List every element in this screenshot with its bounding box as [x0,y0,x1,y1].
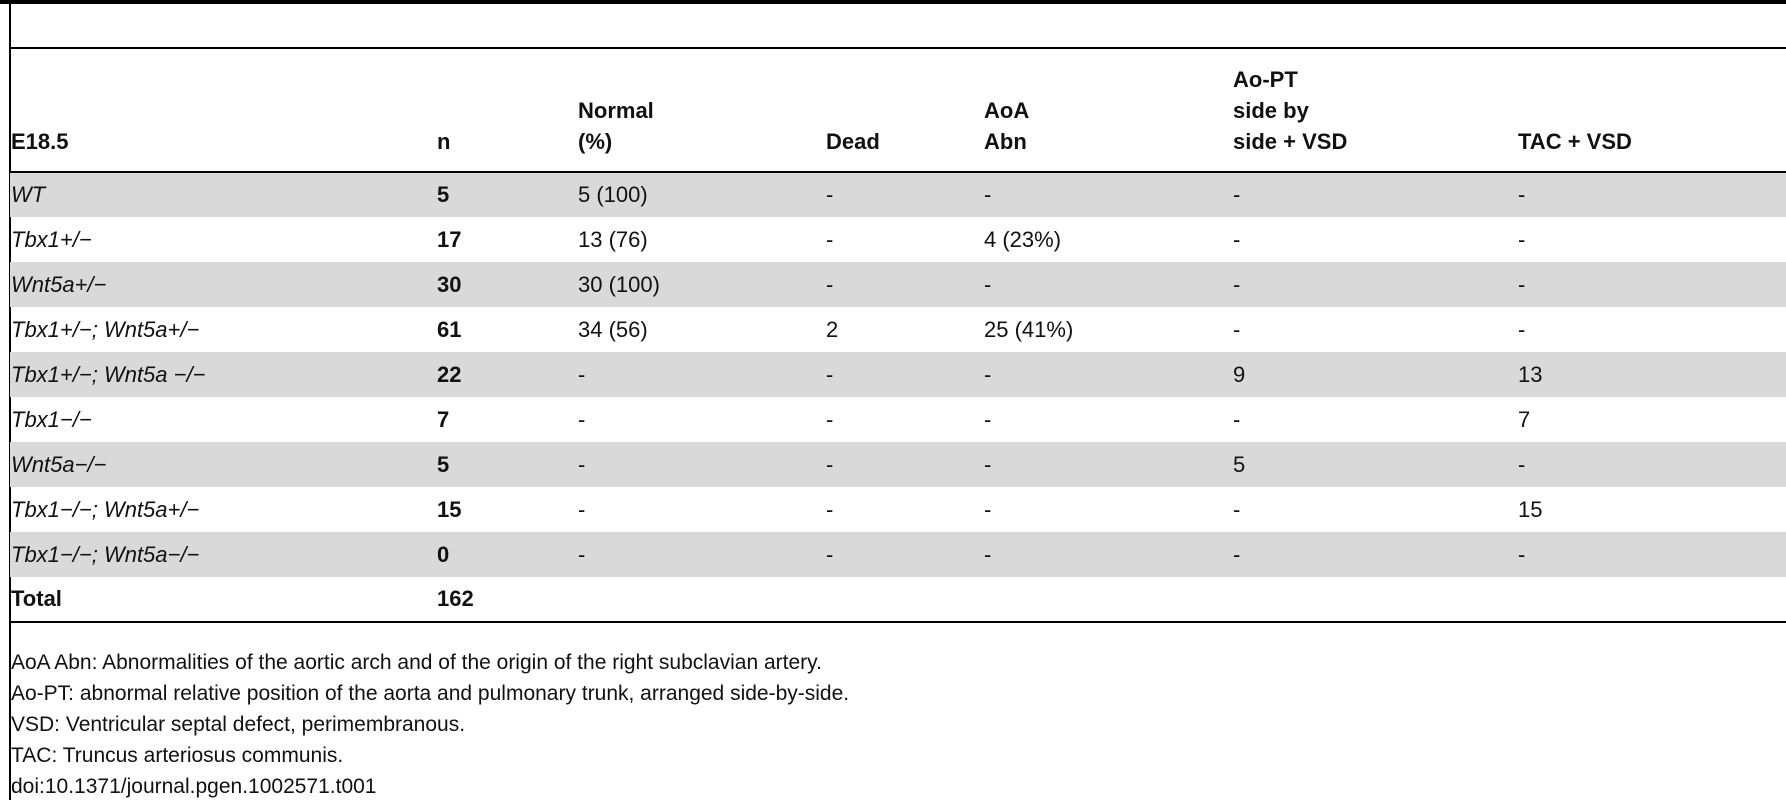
header-n-label: n [437,129,451,154]
genotype-cell: Tbx1−/−; Wnt5a−/− [10,532,436,577]
dead-cell: 2 [826,316,839,342]
dead-cell: - [825,532,983,577]
normal-cell: - [578,496,586,522]
top-border-rule [0,0,1786,4]
empty-cell [1517,577,1786,622]
dead-cell: - [825,352,983,397]
genotype-cell: Tbx1−/− [11,406,92,432]
header-normal-line2: (%) [578,129,613,154]
normal-cell: - [577,442,825,487]
aopt-cell: - [1233,496,1241,522]
header-aopt-line3: side + VSD [1233,129,1348,154]
aoa-cell: 4 (23%) [984,226,1062,252]
normal-cell: - [577,352,825,397]
header-aoa-line2: Abn [984,129,1027,154]
table-body [10,172,1786,622]
aopt-cell: - [1232,262,1517,307]
table-row [10,172,1786,217]
genotype-cell: Tbx1+/−; Wnt5a+/− [11,316,200,342]
genotype-cell: Tbx1+/− [11,226,92,252]
total-label: Total [10,577,436,622]
dead-cell: - [826,406,834,432]
genotype-cell: Tbx1−/−; Wnt5a+/− [11,496,200,522]
aoa-cell: - [983,172,1232,217]
dead-cell: - [825,172,983,217]
tac-cell: 7 [1518,406,1531,432]
results-table [10,47,1786,623]
table-row [10,307,1786,352]
table-header [10,48,1786,172]
n-cell: 5 [436,442,577,487]
aoa-cell: - [984,496,992,522]
dead-cell: - [825,262,983,307]
normal-cell: 30 (100) [577,262,825,307]
normal-cell: 34 (56) [578,316,648,342]
header-aopt-line2: side by [1233,98,1309,123]
aoa-cell: - [983,532,1232,577]
table-row [10,532,1786,577]
aoa-cell: - [983,352,1232,397]
aopt-cell: - [1233,226,1241,252]
header-aopt-line1: Ao-PT [1233,67,1298,92]
header-tac-label: TAC + VSD [1518,129,1632,154]
dead-cell: - [826,496,834,522]
doi-link[interactable]: doi:10.1371/journal.pgen.1002571.t001 [11,775,377,798]
normal-cell: 5 (100) [577,172,825,217]
table-row [10,262,1786,307]
header-genotype-label: E18.5 [11,129,69,154]
tac-cell: - [1517,262,1786,307]
aopt-cell: - [1232,172,1517,217]
n-cell: 30 [436,262,577,307]
dead-cell: - [826,226,834,252]
normal-cell: - [577,532,825,577]
header-normal [577,48,825,172]
total-row [10,577,1786,622]
header-aoa-abn [983,48,1232,172]
empty-cell [577,577,825,622]
tac-cell: 15 [1518,496,1543,522]
footnote-aoa-abn: AoA Abn: Abnormalities of the aortic arch and of the origin of the right subclavian artery. [11,651,822,674]
table-footnotes [11,647,849,802]
tac-cell: - [1518,316,1526,342]
table-row [10,397,1786,442]
header-row [10,48,1786,172]
tac-cell: - [1517,532,1786,577]
header-dead [825,48,983,172]
tac-cell: - [1517,172,1786,217]
aopt-cell: - [1233,406,1241,432]
genotype-cell: Wnt5a−/− [10,442,436,487]
n-cell: 7 [437,406,450,432]
n-cell: 17 [437,226,462,252]
n-cell: 0 [436,532,577,577]
aopt-cell: - [1233,316,1241,342]
dead-cell: - [825,442,983,487]
aopt-cell: 5 [1232,442,1517,487]
tac-cell: - [1518,226,1526,252]
footnote-tac: TAC: Truncus arteriosus communis. [11,744,344,767]
footnote-vsd: VSD: Ventricular septal defect, perimembranous. [11,713,466,736]
header-normal-line1: Normal [578,98,654,123]
n-cell: 22 [436,352,577,397]
genotype-cell: WT [10,172,436,217]
table-row [10,352,1786,397]
header-dead-label: Dead [826,129,880,154]
empty-cell [1232,577,1517,622]
table-row [10,487,1786,532]
n-cell: 15 [437,496,462,522]
n-cell: 5 [436,172,577,217]
aoa-cell: 25 (41%) [984,316,1074,342]
total-n-cell: 162 [436,577,577,622]
header-genotype [10,48,436,172]
table-row [10,442,1786,487]
header-aopt [1232,48,1517,172]
aopt-cell: 9 [1232,352,1517,397]
results-table-container [10,47,1786,623]
header-aoa-line1: AoA [984,98,1030,123]
empty-cell [825,577,983,622]
n-cell: 61 [437,316,462,342]
genotype-cell: Wnt5a+/− [10,262,436,307]
tac-cell: 13 [1517,352,1786,397]
table-row [10,217,1786,262]
normal-cell: - [578,406,586,432]
aoa-cell: - [984,406,992,432]
header-tac-vsd [1517,48,1786,172]
aoa-cell: - [983,262,1232,307]
aoa-cell: - [983,442,1232,487]
genotype-cell: Tbx1+/−; Wnt5a −/− [10,352,436,397]
tac-cell: - [1517,442,1786,487]
aopt-cell: - [1232,532,1517,577]
footnote-ao-pt: Ao-PT: abnormal relative position of the aorta and pulmonary trunk, arranged side-by-side. [11,682,850,705]
empty-cell [983,577,1232,622]
header-n [436,48,577,172]
normal-cell: 13 (76) [578,226,648,252]
